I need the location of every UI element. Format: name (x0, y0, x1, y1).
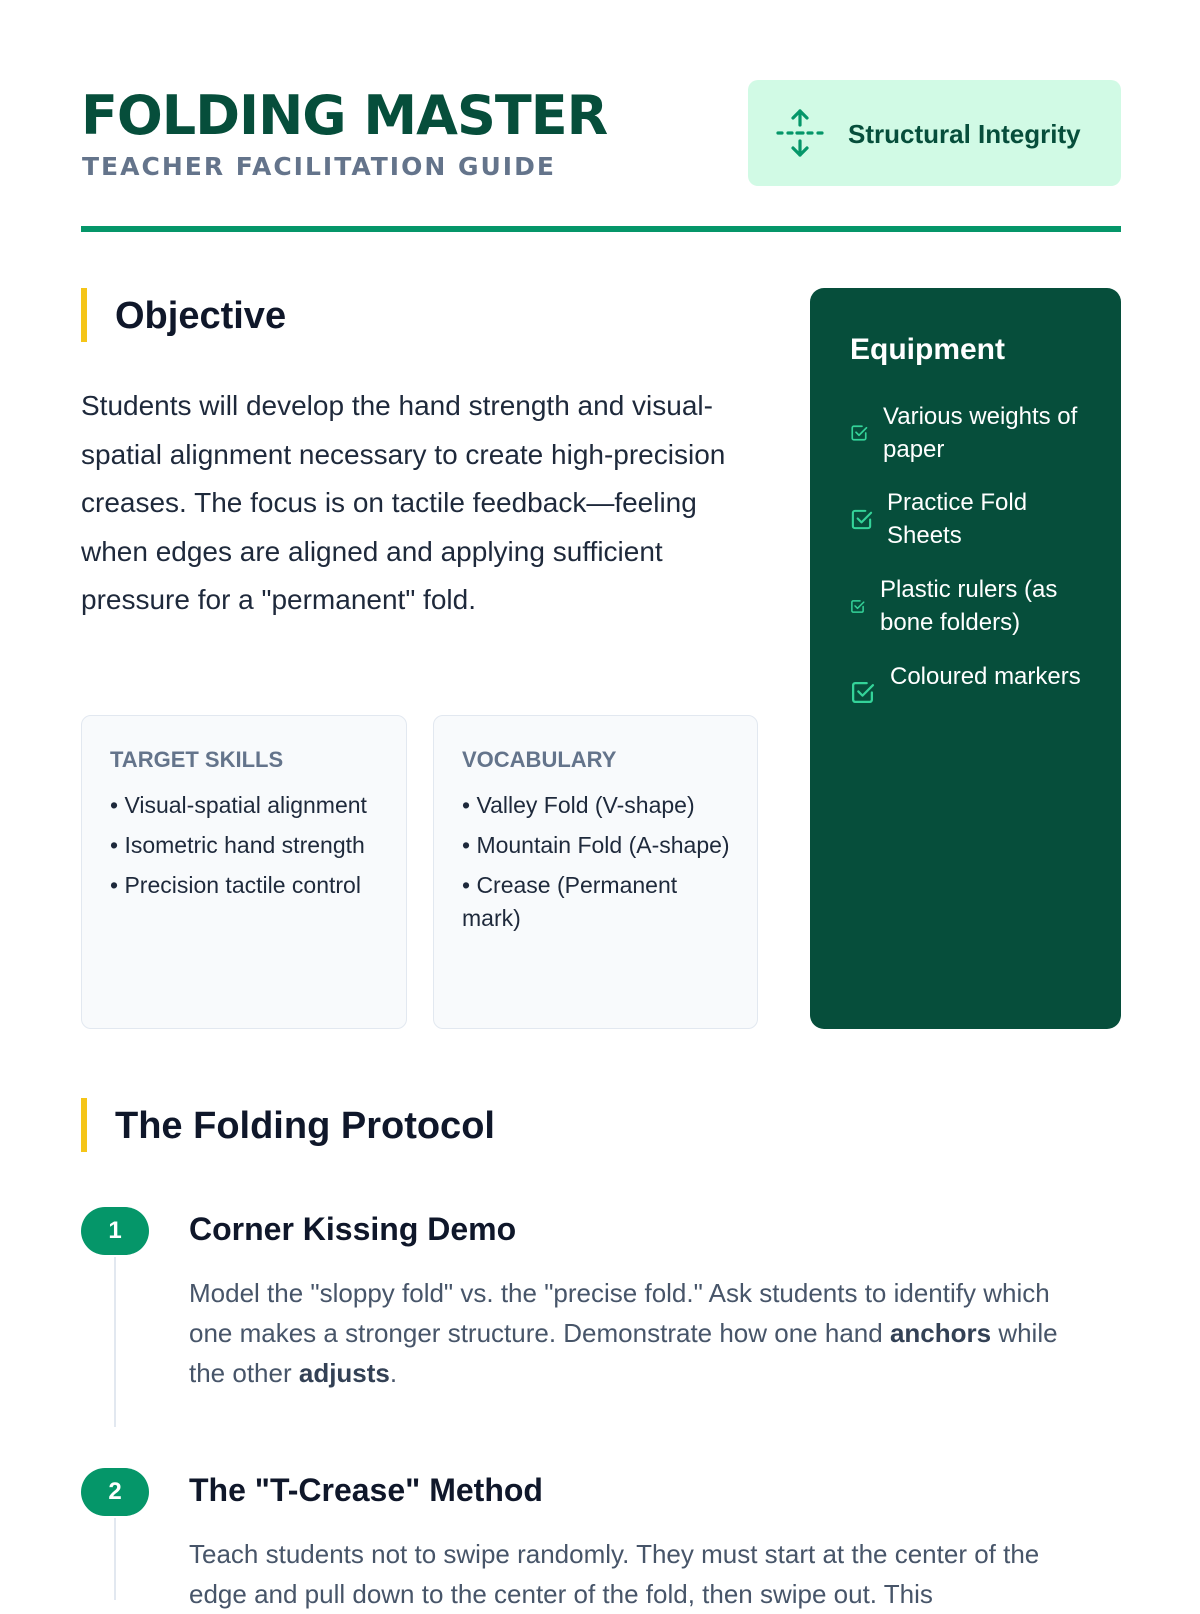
header-divider (81, 226, 1121, 232)
equipment-title: Equipment (850, 333, 1005, 366)
check-square-icon (850, 599, 865, 614)
equipment-item-label: Practice Fold Sheets (887, 489, 1028, 549)
target-skills-list (110, 789, 390, 909)
page-subtitle: TEACHER FACILITATION GUIDE (82, 152, 556, 181)
section-accent-bar (81, 1098, 87, 1152)
page-title: FOLDING MASTER (81, 84, 608, 147)
move-vertical-icon (774, 107, 826, 159)
equipment-item (850, 486, 1100, 556)
step-description: Model the "sloppy fold" vs. the "precise fold." Ask students to identify which one makes a stronger structure. Demonstrate how one hand anchors while the other adjusts. (189, 1278, 1058, 1388)
step-number-badge: 1 (81, 1207, 149, 1255)
check-square-icon (850, 680, 875, 705)
vocabulary-title: VOCABULARY (462, 747, 617, 772)
objective-text: Students will develop the hand strength and visual-spatial alignment necessary to create high-precision creases. The focus is on tactile feedback—feeling when edges are aligned and applying sufficient pressure for a "permanent" fold. (81, 390, 726, 616)
emphasis-text: anchors (889, 1318, 992, 1348)
list-item: • Precision tactile control (110, 872, 361, 898)
step-description: Teach students not to swipe randomly. They must start at the center of the edge and pull down to the center of the fold, then swipe out. This (189, 1539, 1040, 1609)
emphasis-text: adjusts (298, 1358, 390, 1388)
list-item: • Valley Fold (V-shape) (462, 792, 695, 818)
equipment-item-label: Various weights of paper (883, 403, 1078, 463)
step-connector-line (114, 1257, 116, 1427)
equipment-item (850, 573, 1100, 643)
vocabulary-card (433, 715, 758, 1029)
protocol-step (81, 1207, 1121, 1427)
badge-label: Structural Integrity (848, 119, 1081, 149)
list-item: • Visual-spatial alignment (110, 792, 367, 818)
list-item: • Mountain Fold (A-shape) (462, 832, 730, 858)
equipment-item-label: Plastic rulers (as bone folders) (880, 576, 1058, 636)
protocol-title: The Folding Protocol (115, 1105, 495, 1147)
equipment-panel (810, 288, 1121, 1029)
step-title: Corner Kissing Demo (189, 1211, 517, 1247)
list-item: • Isometric hand strength (110, 832, 365, 858)
structural-integrity-badge (748, 80, 1121, 186)
step-connector-line (114, 1518, 116, 1600)
equipment-item-label: Coloured markers (890, 663, 1081, 690)
protocol-step (81, 1468, 1121, 1609)
page-header (81, 80, 1121, 190)
vocabulary-list (462, 789, 741, 942)
equipment-item (850, 660, 1100, 730)
step-number-badge: 2 (81, 1468, 149, 1516)
check-square-icon (850, 424, 868, 442)
check-square-icon (850, 508, 873, 531)
target-skills-title: TARGET SKILLS (110, 747, 284, 772)
list-item: • Crease (Permanent mark) (462, 872, 678, 931)
equipment-item (850, 400, 1100, 470)
objective-title: Objective (115, 295, 287, 337)
step-title: The "T-Crease" Method (189, 1472, 543, 1508)
target-skills-card (81, 715, 407, 1029)
section-accent-bar (81, 288, 87, 342)
